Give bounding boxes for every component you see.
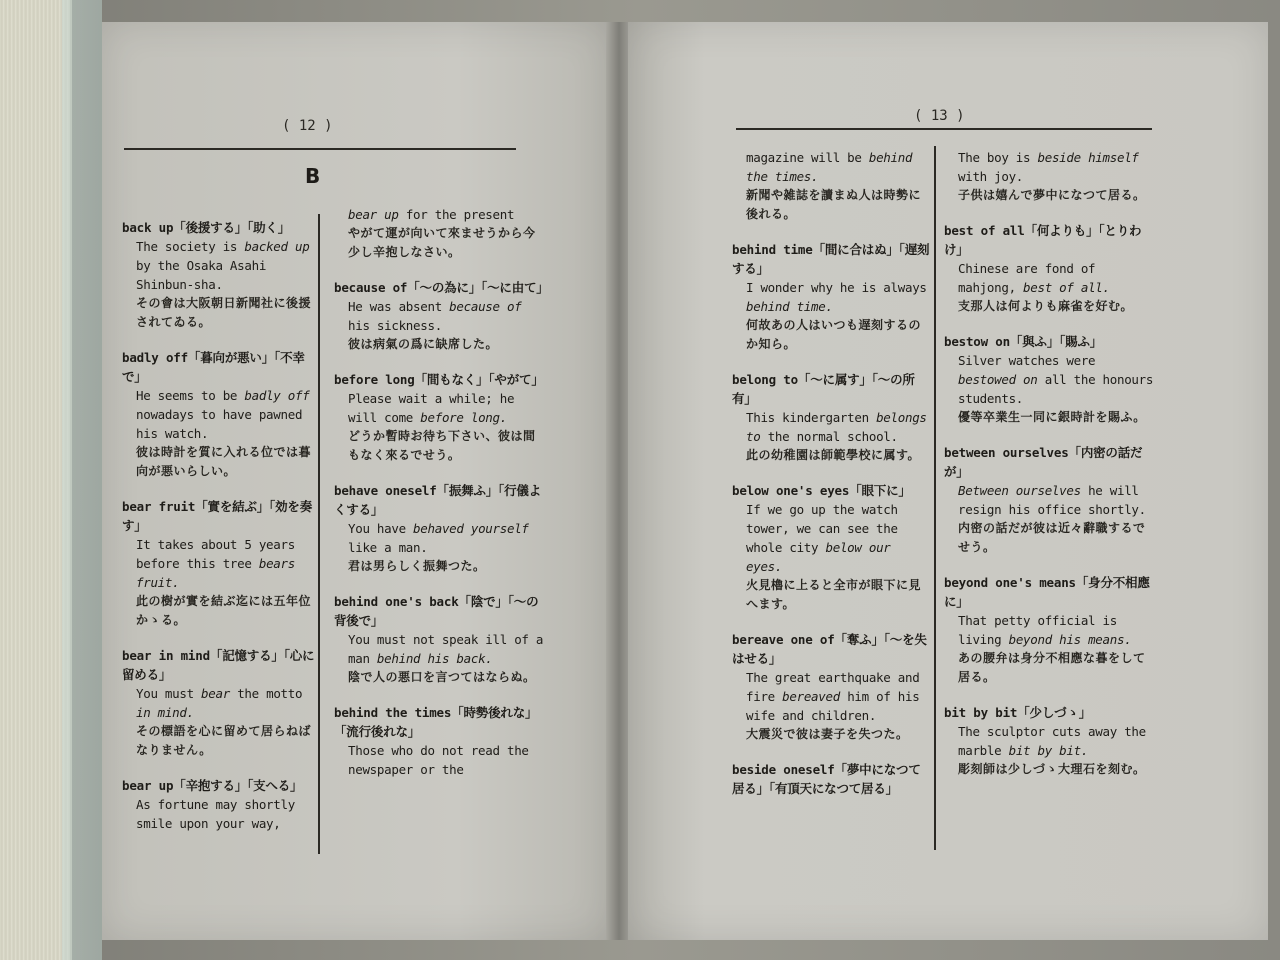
example-phrase: because of (449, 299, 522, 314)
example-sentence (944, 259, 1154, 297)
example-text: He was absent (348, 299, 442, 314)
example-text: Chinese are fond of mahjong, (958, 261, 1096, 295)
right-column-2 (944, 148, 1154, 795)
example-sentence (122, 535, 318, 592)
entry-headword: best of all「何よりも」「とりわけ」 (944, 223, 1142, 257)
section-letter: B (305, 164, 321, 188)
example-text: It takes about 5 years before this tree (136, 537, 295, 571)
japanese-translation: やがて運が向いて來ませうから今少し辛抱しなさい。 (348, 226, 536, 259)
japanese-translation: 支那人は何よりも麻雀を好む。 (958, 299, 1134, 313)
example-phrase: behaved yourself (413, 521, 529, 536)
dictionary-entry (334, 592, 544, 687)
page-number: ( 13 ) (914, 108, 965, 124)
dictionary-entry (732, 481, 932, 614)
entry-headword: before long「間もなく」「やがて」 (334, 372, 544, 387)
dictionary-entry (334, 370, 544, 465)
example-phrase: below our eyes. (746, 540, 891, 574)
japanese-translation: 彼は時計を質に入れる位では暮向が悪いらしい。 (136, 445, 312, 478)
entry-headword: behave oneself「振舞ふ」「行儀よくする」 (334, 483, 542, 517)
example-phrase: beyond his means. (1008, 632, 1132, 647)
example-text: by the Osaka Asahi (136, 258, 267, 273)
right-column-1 (732, 148, 932, 814)
example-text: all the honours students. (958, 372, 1154, 406)
example-phrase: bear up (348, 207, 399, 222)
entry-headword: beyond one's means「身分不相應に」 (944, 575, 1150, 609)
example-text: The society is (136, 239, 238, 254)
example-sentence (732, 278, 932, 316)
example-text: the motto (237, 686, 303, 701)
column-divider (318, 214, 320, 854)
example-phrase: Between ourselves (958, 483, 1081, 498)
entry-headword: behind the times「時勢後れな」「流行後れな」 (334, 705, 538, 739)
entry-headword: bear up「辛抱する」「支へる」 (122, 778, 303, 793)
entry-headword: bereave one of「奪ふ」「～を失はせる」 (732, 632, 927, 666)
example-text: As fortune may shortly smile upon your way, (136, 797, 295, 831)
dictionary-entry (732, 240, 932, 354)
example-phrase: bestowed on (958, 372, 1038, 387)
entry-headword: beside oneself「夢中になつて居る」「有頂天になつて居る」 (732, 762, 921, 796)
dictionary-entry (944, 703, 1154, 779)
left-column-1 (122, 218, 318, 849)
dictionary-entry (732, 148, 932, 224)
example-phrase: behind time. (746, 299, 833, 314)
dictionary-entry (732, 630, 932, 744)
example-text: Those who do not read the newspaper or the (348, 743, 529, 777)
example-sentence (122, 386, 318, 443)
dictionary-entry (944, 221, 1154, 316)
entry-headword: badly off「暮向が悪い」「不幸で」 (122, 350, 305, 384)
dictionary-entry (122, 776, 318, 833)
example-text: of (876, 689, 891, 704)
example-text: his wife and children. (746, 689, 920, 723)
entry-headword: below one's eyes「眼下に」 (732, 483, 911, 498)
example-sentence (334, 389, 544, 427)
left-column-2 (334, 205, 549, 795)
example-sentence (334, 205, 544, 224)
example-text: If we go up the watch tower, we can see the whole city (746, 502, 898, 555)
japanese-translation: 此の樹が實を結ぶ迄には五年位かゝる。 (136, 594, 312, 627)
japanese-translation: 火見櫓に上ると全市が眼下に見へます。 (746, 578, 922, 611)
book-cover-edge (62, 0, 102, 960)
example-sentence (944, 148, 1154, 186)
entry-headword: back up「後援する」「助く」 (122, 220, 291, 235)
dictionary-entry (732, 760, 932, 798)
example-text: the normal school. (767, 429, 898, 444)
right-page (628, 22, 1268, 940)
entry-headword: behind time「間に合はぬ」「遅刻する」 (732, 242, 930, 276)
japanese-translation: あの腰弁は身分不相應な暮をして居る。 (958, 651, 1146, 684)
japanese-translation: 大震災で彼は妻子を失つた。 (746, 727, 909, 741)
example-phrase: behind the times. (746, 150, 913, 184)
example-text: nowadays to have pawned his watch. (136, 407, 303, 441)
example-sentence (334, 297, 544, 335)
japanese-translation: その會は大阪朝日新聞社に後援されてゐる。 (136, 296, 312, 329)
example-phrase: beside himself (1037, 150, 1139, 165)
dictionary-entry (122, 646, 318, 760)
example-phrase: bear (201, 686, 230, 701)
example-text: This kindergarten (746, 410, 869, 425)
example-text: The boy is (958, 150, 1031, 165)
example-text: he will resign his office shortly. (958, 483, 1146, 517)
example-text: for the present (405, 207, 515, 222)
dictionary-entry (122, 497, 318, 630)
example-text: The sculptor cuts away the marble (958, 724, 1146, 758)
example-sentence (334, 741, 544, 779)
example-phrase: bit by bit. (1008, 743, 1089, 758)
japanese-translation: どうか暫時お待ち下さい、彼は間もなく來るでせう。 (348, 429, 536, 462)
japanese-translation: 子供は嬉んで夢中になつて居る。 (958, 188, 1146, 202)
example-text: magazine will be (746, 150, 862, 165)
example-text: That petty official is living (958, 613, 1117, 647)
entry-headword: because of「～の為に」「～に由て」 (334, 280, 549, 295)
example-phrase: bereaved (782, 689, 840, 704)
japanese-translation: 彼は病氣の爲に缺席した。 (348, 337, 499, 351)
example-text: Silver watches were (958, 353, 1096, 368)
dictionary-entry (334, 278, 549, 354)
example-sentence (944, 351, 1154, 408)
dictionary-entry (732, 370, 932, 465)
dictionary-entry (334, 481, 544, 576)
entry-headword: bear in mind「記憶する」「心に留める」 (122, 648, 315, 682)
dictionary-entry (334, 703, 544, 779)
japanese-translation: 君は男らしく振舞つた。 (348, 559, 486, 573)
example-text: his sickness. (348, 318, 442, 333)
entry-headword: bestow on「與ふ」「賜ふ」 (944, 334, 1103, 349)
dictionary-entry (944, 332, 1154, 427)
dictionary-entry (334, 205, 544, 262)
example-text: like a man. (348, 540, 428, 555)
example-phrase: bears fruit. (136, 556, 295, 590)
dictionary-entry (122, 348, 318, 481)
japanese-translation: 優等卒業生一同に銀時計を賜ふ。 (958, 410, 1146, 424)
japanese-translation: 陰で人の悪口を言つてはならぬ。 (348, 670, 536, 684)
example-sentence (944, 722, 1154, 760)
example-text: I wonder why he is always (746, 280, 927, 295)
example-phrase: belongs to (746, 410, 927, 444)
example-text: He seems to be (136, 388, 238, 403)
entry-headword: bear fruit「實を結ぶ」「効を奏す」 (122, 499, 313, 533)
header-rule (736, 128, 1152, 130)
example-sentence (122, 684, 318, 722)
japanese-translation: 此の幼稚園は師範學校に属す。 (746, 448, 921, 462)
column-divider (934, 146, 936, 850)
example-text: The great earthquake and fire (746, 670, 920, 704)
japanese-translation: 何故あの人はいつも遅刻するのか知ら。 (746, 318, 922, 351)
dictionary-entry (944, 443, 1154, 557)
example-sentence (732, 668, 932, 725)
header-rule (124, 148, 516, 150)
example-text: You must not speak ill of a man (348, 632, 544, 666)
dictionary-entry (944, 148, 1154, 205)
example-phrase: in mind. (136, 705, 194, 720)
japanese-translation: その標語を心に留めて居らねばなりません。 (136, 724, 312, 757)
example-sentence (334, 630, 544, 668)
example-text: Shinbun-sha. (136, 277, 223, 292)
entry-headword: behind one's back「陰で」「～の背後で」 (334, 594, 539, 628)
entry-headword: between ourselves「内密の話だが」 (944, 445, 1143, 479)
example-text: You must (136, 686, 194, 701)
dictionary-entry (122, 218, 318, 332)
example-phrase: backed up (244, 239, 310, 254)
japanese-translation: 新聞や雑誌を讀まぬ人は時勢に後れる。 (746, 188, 922, 221)
example-sentence (944, 611, 1154, 649)
left-page (102, 22, 610, 940)
entry-headword: bit by bit「少しづゝ」 (944, 705, 1092, 720)
example-phrase: before long. (420, 410, 507, 425)
example-phrase: behind his back. (376, 651, 493, 666)
example-sentence (732, 148, 932, 186)
example-text: You have (348, 521, 406, 536)
entry-headword: belong to「～に属す」「～の所有」 (732, 372, 915, 406)
example-phrase: best of all. (1023, 280, 1110, 295)
example-sentence (122, 237, 318, 294)
example-sentence (122, 795, 318, 833)
japanese-translation: 彫刻師は少しづゝ大理石を刻む。 (958, 762, 1146, 776)
example-sentence (732, 408, 932, 446)
example-sentence (334, 519, 544, 557)
japanese-translation: 内密の話だが彼は近々辭職するでせう。 (958, 521, 1146, 554)
example-text: him (847, 689, 869, 704)
example-sentence (732, 500, 932, 576)
page-number: ( 12 ) (282, 118, 333, 134)
dictionary-entry (944, 573, 1154, 687)
example-sentence (944, 481, 1154, 519)
example-text: Please wait a while; he will come (348, 391, 515, 425)
example-phrase: badly off (244, 388, 310, 403)
example-text: with joy. (958, 169, 1024, 184)
